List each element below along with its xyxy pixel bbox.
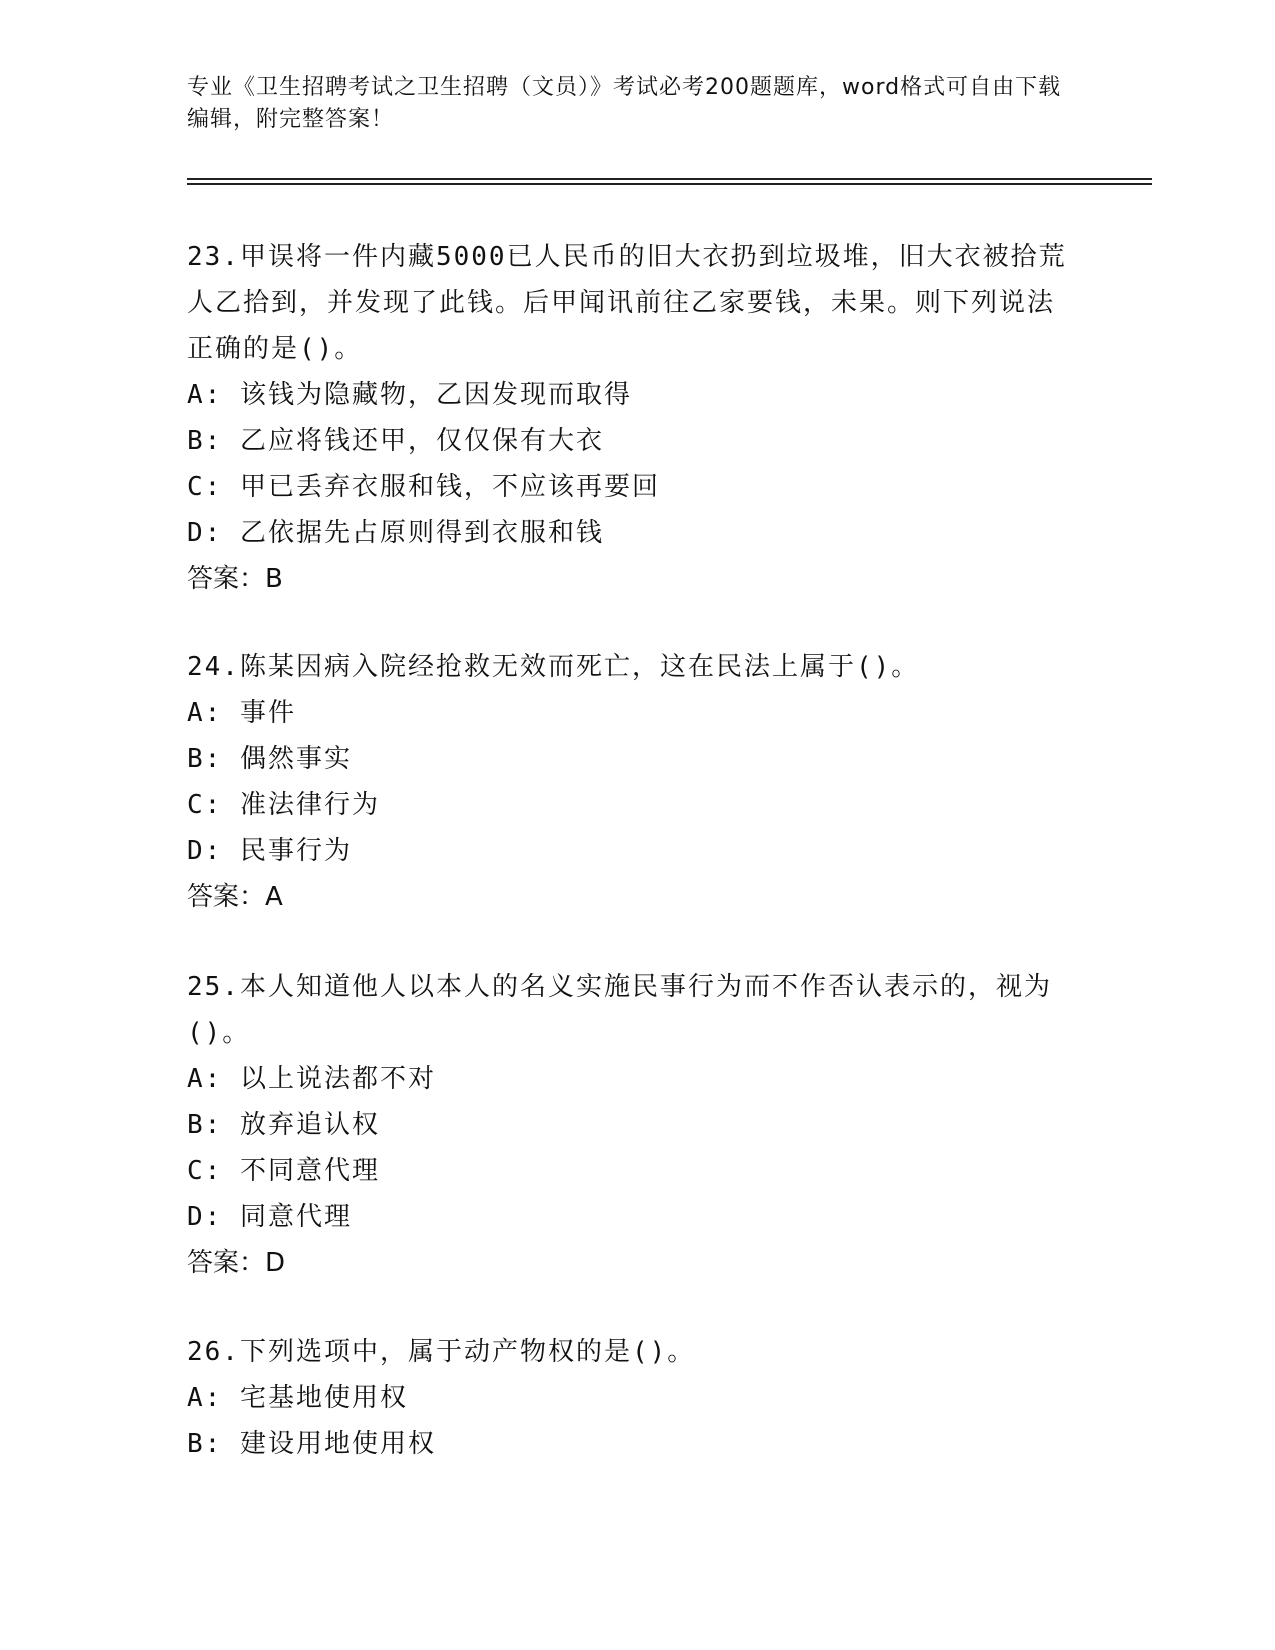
question-23 — [187, 234, 1077, 602]
answer-value: A — [265, 882, 283, 912]
option-b: B: 建设用地使用权 — [187, 1429, 436, 1459]
answer-line — [187, 1240, 1077, 1286]
option-b: B: 偶然事实 — [187, 744, 352, 774]
answer-value: D — [265, 1248, 286, 1278]
option-d: D: 民事行为 — [187, 836, 352, 866]
answer-line — [187, 874, 1077, 920]
option-a: A: 事件 — [187, 698, 296, 728]
question-24 — [187, 644, 1077, 920]
answer-value: B — [265, 564, 283, 594]
option-a: A: 该钱为隐藏物，乙因发现而取得 — [187, 380, 632, 410]
question-26 — [187, 1329, 1077, 1467]
option-c: C: 甲已丢弃衣服和钱，不应该再要回 — [187, 472, 660, 502]
option-d: D: 乙依据先占原则得到衣服和钱 — [187, 518, 604, 548]
option-c: C: 准法律行为 — [187, 790, 380, 820]
question-stem: 24.陈某因病入院经抢救无效而死亡，这在民法上属于()。 — [187, 652, 920, 682]
document-header: 专业《卫生招聘考试之卫生招聘（文员）》考试必考200题题库，word格式可自由下载编辑，附完整答案！ — [187, 75, 1062, 132]
answer-label: 答案： — [187, 1248, 266, 1278]
header-divider-top — [187, 178, 1152, 180]
header-divider-bottom — [187, 183, 1152, 185]
option-a: A: 以上说法都不对 — [187, 1064, 436, 1094]
question-stem: 26.下列选项中，属于动产物权的是()。 — [187, 1337, 696, 1367]
option-c: C: 不同意代理 — [187, 1156, 380, 1186]
option-d: D: 同意代理 — [187, 1202, 352, 1232]
option-a: A: 宅基地使用权 — [187, 1383, 408, 1413]
answer-line — [187, 556, 1077, 602]
question-25 — [187, 964, 1077, 1286]
answer-label: 答案： — [187, 564, 266, 594]
question-stem: 25.本人知道他人以本人的名义实施民事行为而不作否认表示的，视为()。 — [187, 972, 1052, 1048]
answer-label: 答案： — [187, 882, 266, 912]
option-b: B: 放弃追认权 — [187, 1110, 380, 1140]
question-stem: 23.甲误将一件内藏5000已人民币的旧大衣扔到垃圾堆，旧大衣被拾荒人乙拾到，并发现了此钱。后甲闻讯前往乙家要钱，未果。则下列说法正确的是()。 — [187, 242, 1067, 364]
option-b: B: 乙应将钱还甲，仅仅保有大衣 — [187, 426, 604, 456]
